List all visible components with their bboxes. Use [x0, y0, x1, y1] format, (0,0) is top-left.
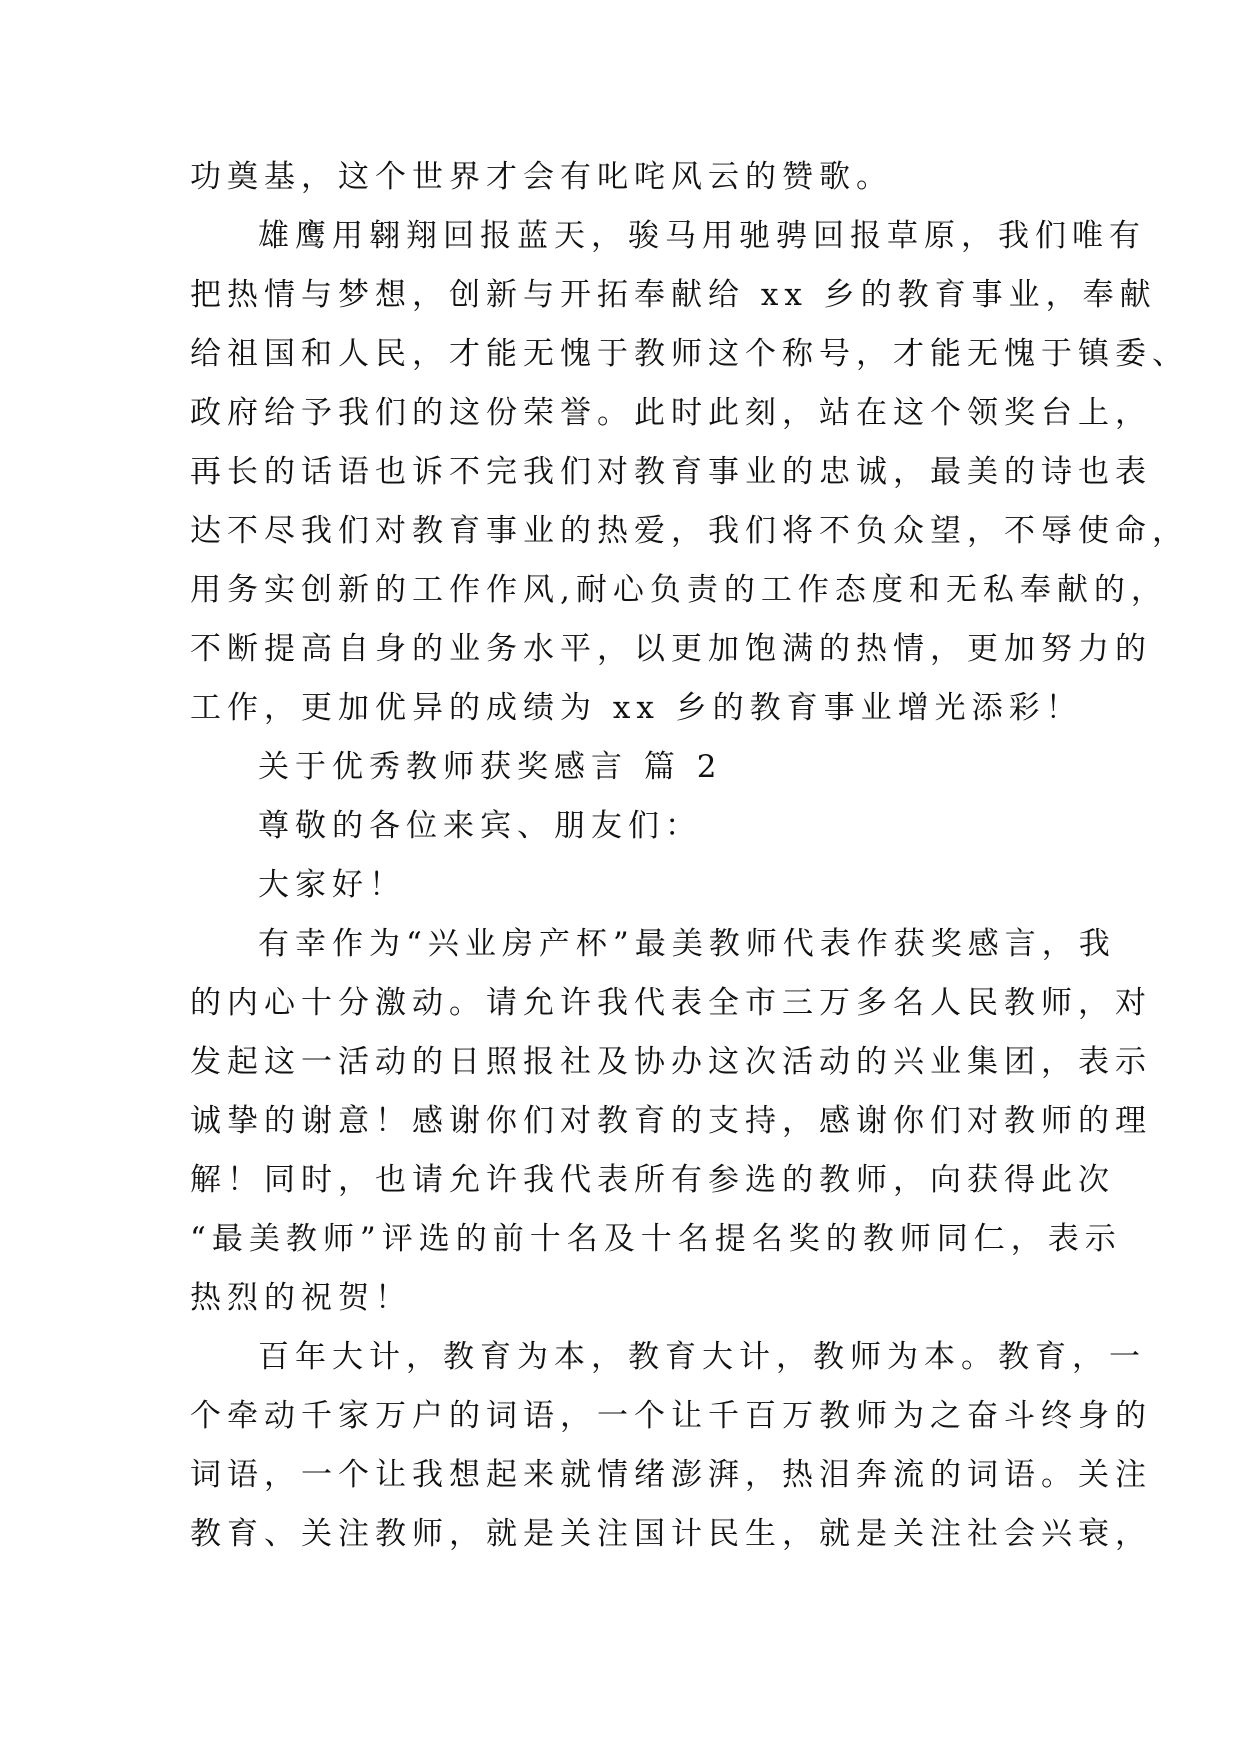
- text-line: 用务实创新的工作作风,耐心负责的工作态度和无私奉献的，: [190, 572, 1168, 608]
- text-line: 诚挚的谢意！感谢你们对教育的支持，感谢你们对教师的理: [190, 1103, 1152, 1139]
- text-line: 个牵动千家万户的词语，一个让千百万教师为之奋斗终身的: [190, 1398, 1152, 1434]
- text-line: 热烈的祝贺！: [190, 1280, 412, 1316]
- text-line: 工作，更加优异的成绩为 xx 乡的教育事业增光添彩！: [190, 690, 1083, 726]
- text-line: 给祖国和人民，才能无愧于教师这个称号，才能无愧于镇委、: [190, 336, 1189, 372]
- text-line: 雄鹰用翱翔回报蓝天，骏马用驰骋回报草原，我们唯有: [258, 218, 1146, 254]
- text-line: 教育、关注教师，就是关注国计民生，就是关注社会兴衰，: [190, 1516, 1152, 1552]
- text-line: 的内心十分激动。请允许我代表全市三万多名人民教师，对: [190, 985, 1152, 1021]
- section-heading: 关于优秀教师获奖感言 篇 2: [258, 749, 723, 785]
- text-line: 政府给予我们的这份荣誉。此时此刻，站在这个领奖台上，: [190, 395, 1152, 431]
- document-body: [190, 148, 1189, 1564]
- text-line: 功奠基，这个世界才会有叱咤风云的赞歌。: [190, 159, 893, 195]
- text-line: 把热情与梦想，创新与开拓奉献给 xx 乡的教育事业，奉献: [190, 277, 1157, 313]
- text-line: 百年大计，教育为本，教育大计，教师为本。教育，一: [258, 1339, 1146, 1375]
- text-line: 发起这一活动的日照报社及协办这次活动的兴业集团，表示: [190, 1044, 1152, 1080]
- text-line: 再长的话语也诉不完我们对教育事业的忠诚，最美的诗也表: [190, 454, 1152, 490]
- text-line: 不断提高自身的业务水平，以更加饱满的热情，更加努力的: [190, 631, 1152, 667]
- text-line: “最美教师”评选的前十名及十名提名奖的教师同仁，表示: [190, 1221, 1122, 1257]
- text-line: 有幸作为“兴业房产杯”最美教师代表作获奖感言，我: [258, 926, 1116, 962]
- greeting: 大家好！: [258, 867, 406, 903]
- text-line: 词语，一个让我想起来就情绪澎湃，热泪奔流的词语。关注: [190, 1457, 1152, 1493]
- text-line: 解！同时，也请允许我代表所有参选的教师，向获得此次: [190, 1162, 1115, 1198]
- salutation: 尊敬的各位来宾、朋友们：: [258, 808, 702, 844]
- text-line: 达不尽我们对教育事业的热爱，我们将不负众望，不辱使命，: [190, 513, 1189, 549]
